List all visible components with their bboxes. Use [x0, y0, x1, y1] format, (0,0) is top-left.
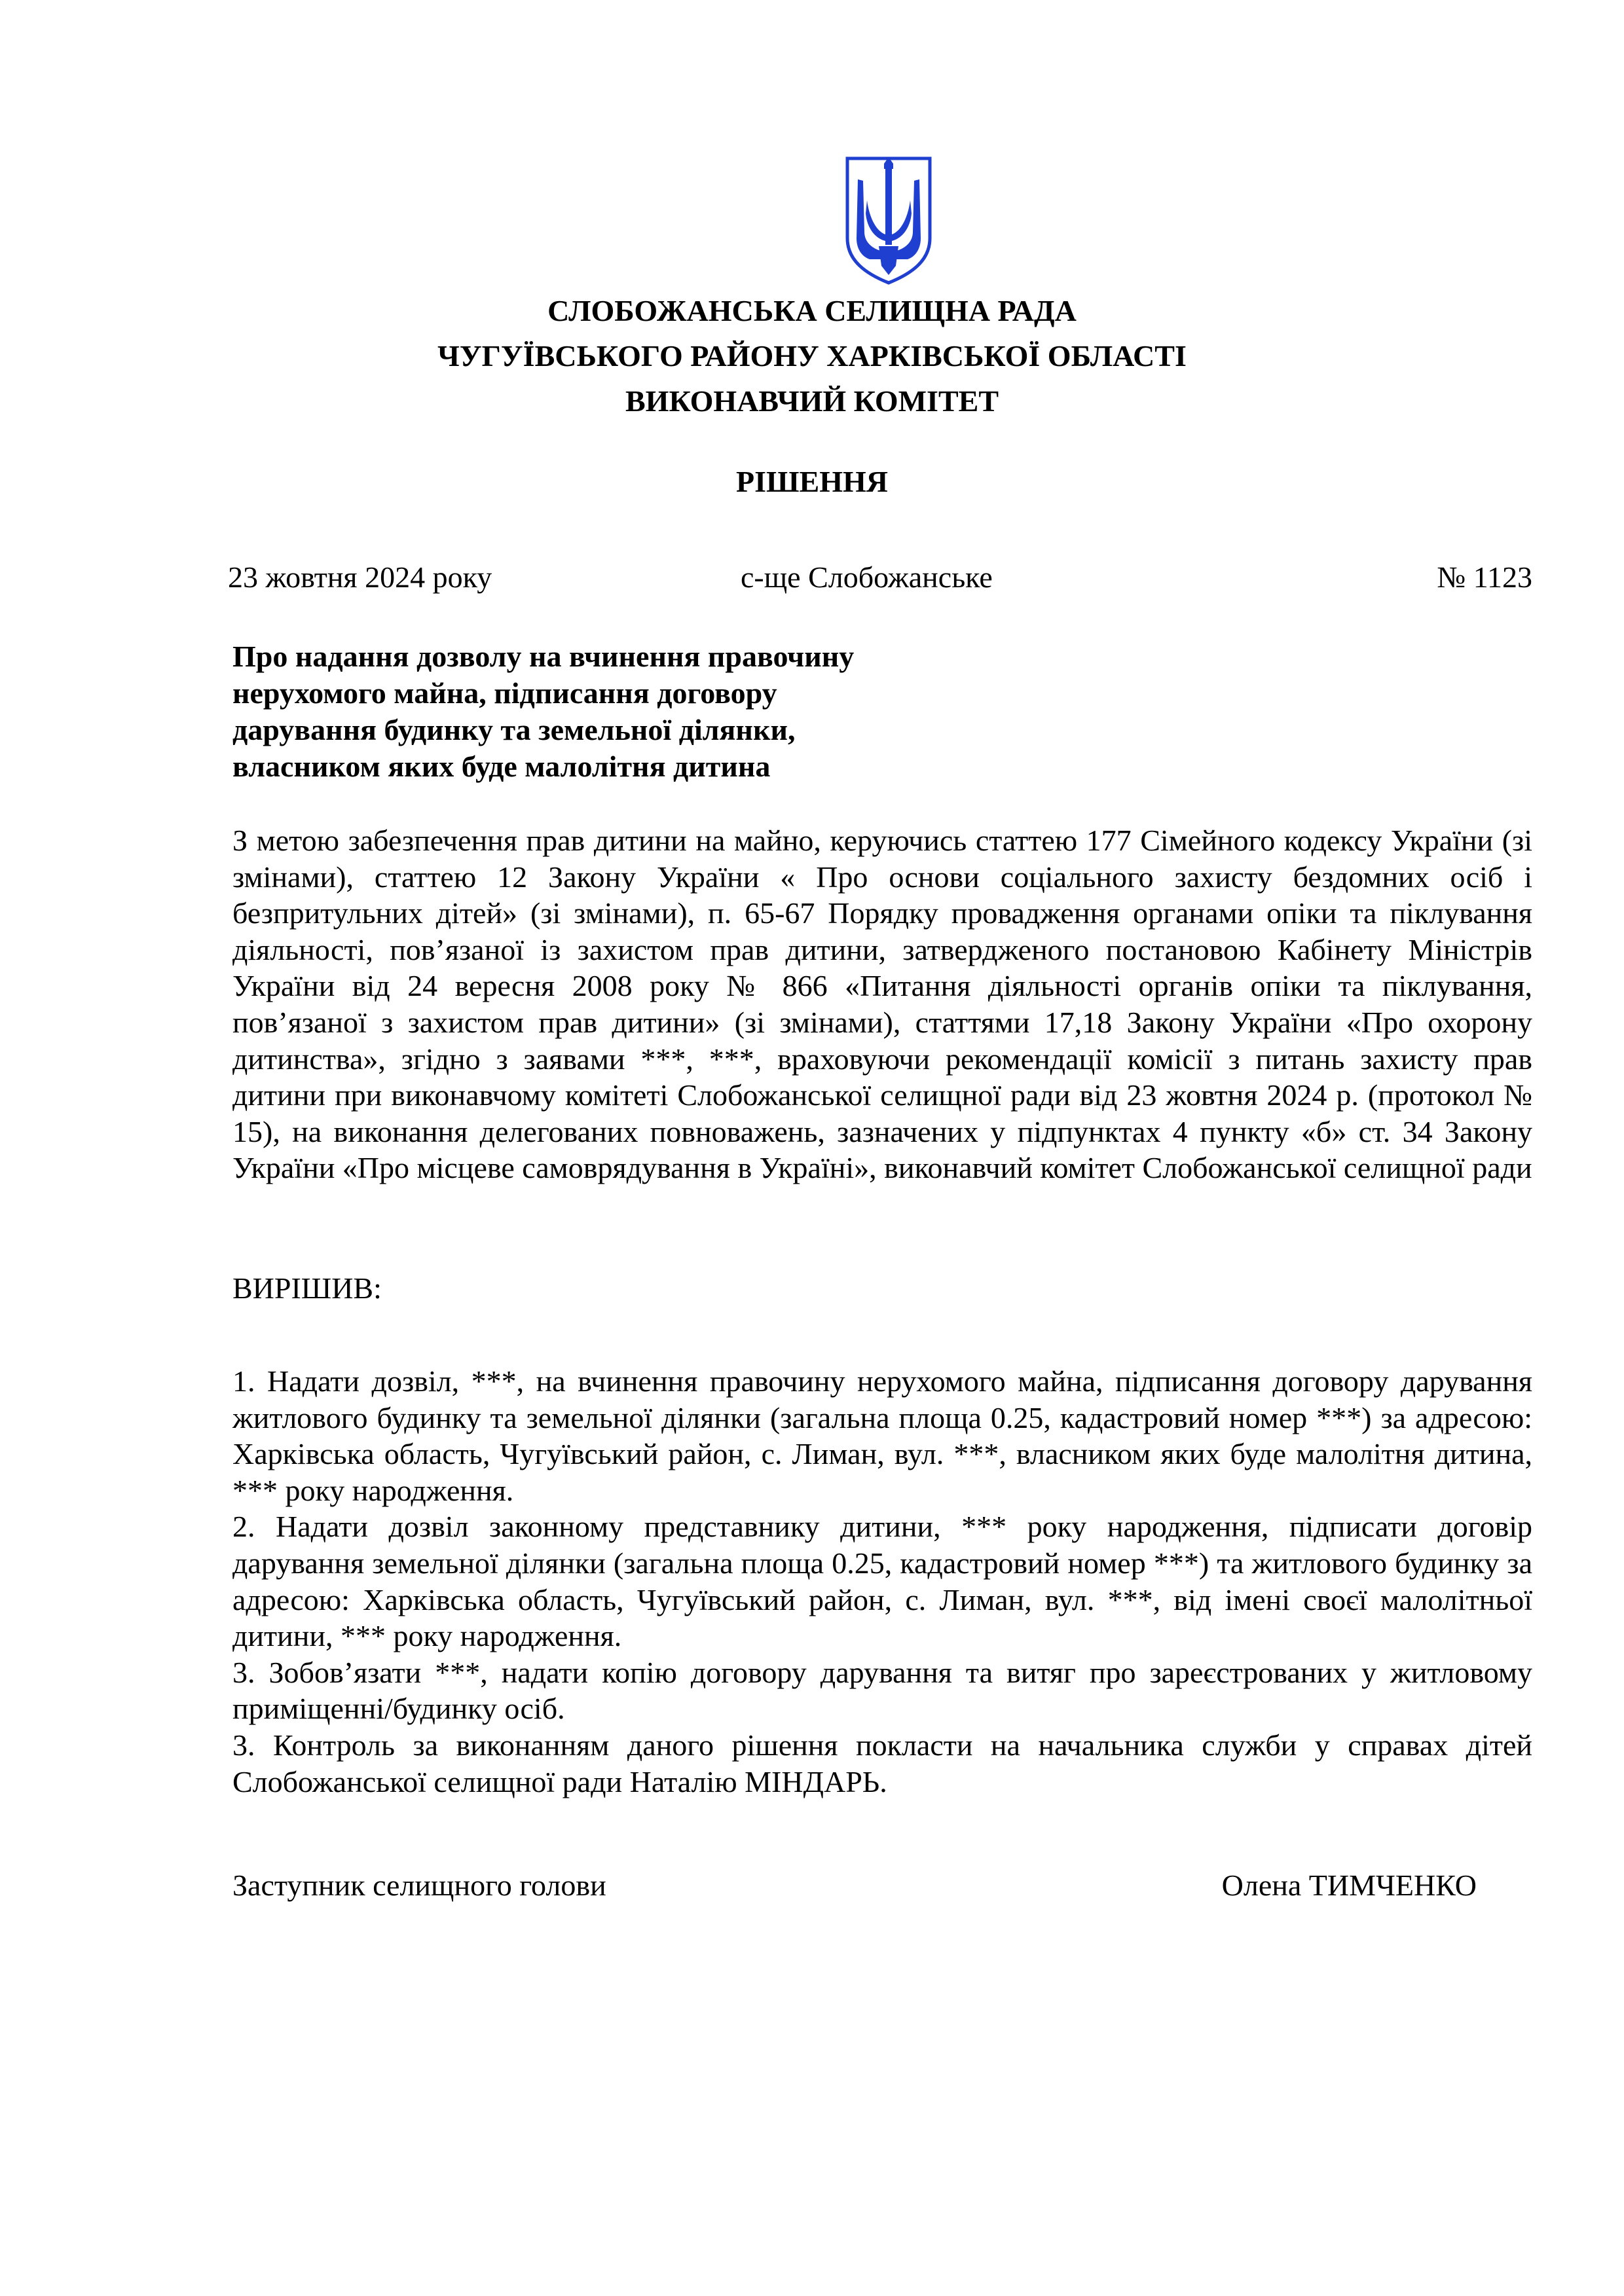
- signatory-name: Олена ТИМЧЕНКО: [1221, 1868, 1477, 1902]
- document-date: 23 жовтня 2024 року: [228, 560, 492, 594]
- resolved-label: ВИРІШИВ:: [232, 1271, 382, 1305]
- subject-line: Про надання дозволу на вчинення правочину: [232, 640, 855, 673]
- document-meta-row: [228, 558, 1532, 597]
- preamble-paragraph: З метою забезпечення прав дитини на майно, керуючись статтею 177 Сімейного кодексу України (зі змінами), статтею 12 Закону України « Про основи соціального захисту бездомних осіб і безпритульних дітей» (зі змінами), п. 65-67 Порядку провадження органами опіки та піклування діяльності, пов’язаної із захистом прав дитини, затвердженого постановою Кабінету Міністрів України від 24 вересня 2008 року № 866 «Питання діяльності органів опіки та піклування, пов’язаної з захистом прав дитини» (зі змінами), статтями 17,18 Закону України «Про охорону дитинства», згідно з заявами ***, ***, враховуючи рекомендації комісії з питань захисту прав дитини при виконавчому комітеті Слобожанської селищної ради від 23 жовтня 2024 р. (протокол № 15), на виконання делегованих повноважень, зазначених у підпунктах 4 пункту «б» ст. 34 Закону України «Про місцеве самоврядування в Україні», виконавчий комітет Слобожанської селищної ради: [232, 824, 1532, 1185]
- header-council-name: СЛОБОЖАНСЬКА СЕЛИЩНА РАДА: [547, 294, 1077, 327]
- decision-subject: [232, 638, 1018, 785]
- decision-items: [232, 1363, 1532, 1800]
- council-header: [232, 288, 1392, 424]
- decision-item: 1. Надати дозвіл, ***, на вчинення правочину нерухомого майна, підписання договору дарування житлового будинку та земельної ділянки (загальна площа 0.25, кадастровий номер ***) за адресою: Харківська область, Чугуївський район, с. Лиман, вул. ***, власником яких буде малолітня дитина, *** року народження.: [232, 1364, 1532, 1507]
- subject-line: власником яких буде малолітня дитина: [232, 750, 771, 783]
- document-place: с-ще Слобожанське: [741, 560, 993, 594]
- decision-item: 3. Зобов’язати ***, надати копію договору дарування та витяг про зареєстрованих у житловому приміщенні/будинку осіб.: [232, 1655, 1532, 1726]
- trident-coat-of-arms-icon: [843, 155, 934, 285]
- signature-block: [232, 1866, 1477, 1905]
- subject-line: дарування будинку та земельної ділянки,: [232, 713, 796, 746]
- signatory-position: Заступник селищного голови: [232, 1868, 606, 1902]
- document-type-title: РІШЕННЯ: [736, 465, 888, 498]
- header-committee: ВИКОНАВЧИЙ КОМІТЕТ: [625, 384, 999, 418]
- decision-item: 3. Контроль за виконанням даного рішення покласти на начальника служби у справах дітей Слобожанської селищної ради Наталію МІНДАРЬ.: [232, 1728, 1532, 1798]
- document-number: № 1123: [1437, 560, 1532, 594]
- decision-item: 2. Надати дозвіл законному представнику дитини, *** року народження, підписати договір дарування земельної ділянки (загальна площа 0.25, кадастровий номер ***) та житлового будинку за адресою: Харківська область, Чугуївський район, с. Лиман, вул. ***, від імені своєї малолітньої дитини, *** року народження.: [232, 1510, 1532, 1653]
- header-district: ЧУГУЇВСЬКОГО РАЙОНУ ХАРКІВСЬКОЇ ОБЛАСТІ: [437, 339, 1187, 373]
- subject-line: нерухомого майна, підписання договору: [232, 676, 777, 710]
